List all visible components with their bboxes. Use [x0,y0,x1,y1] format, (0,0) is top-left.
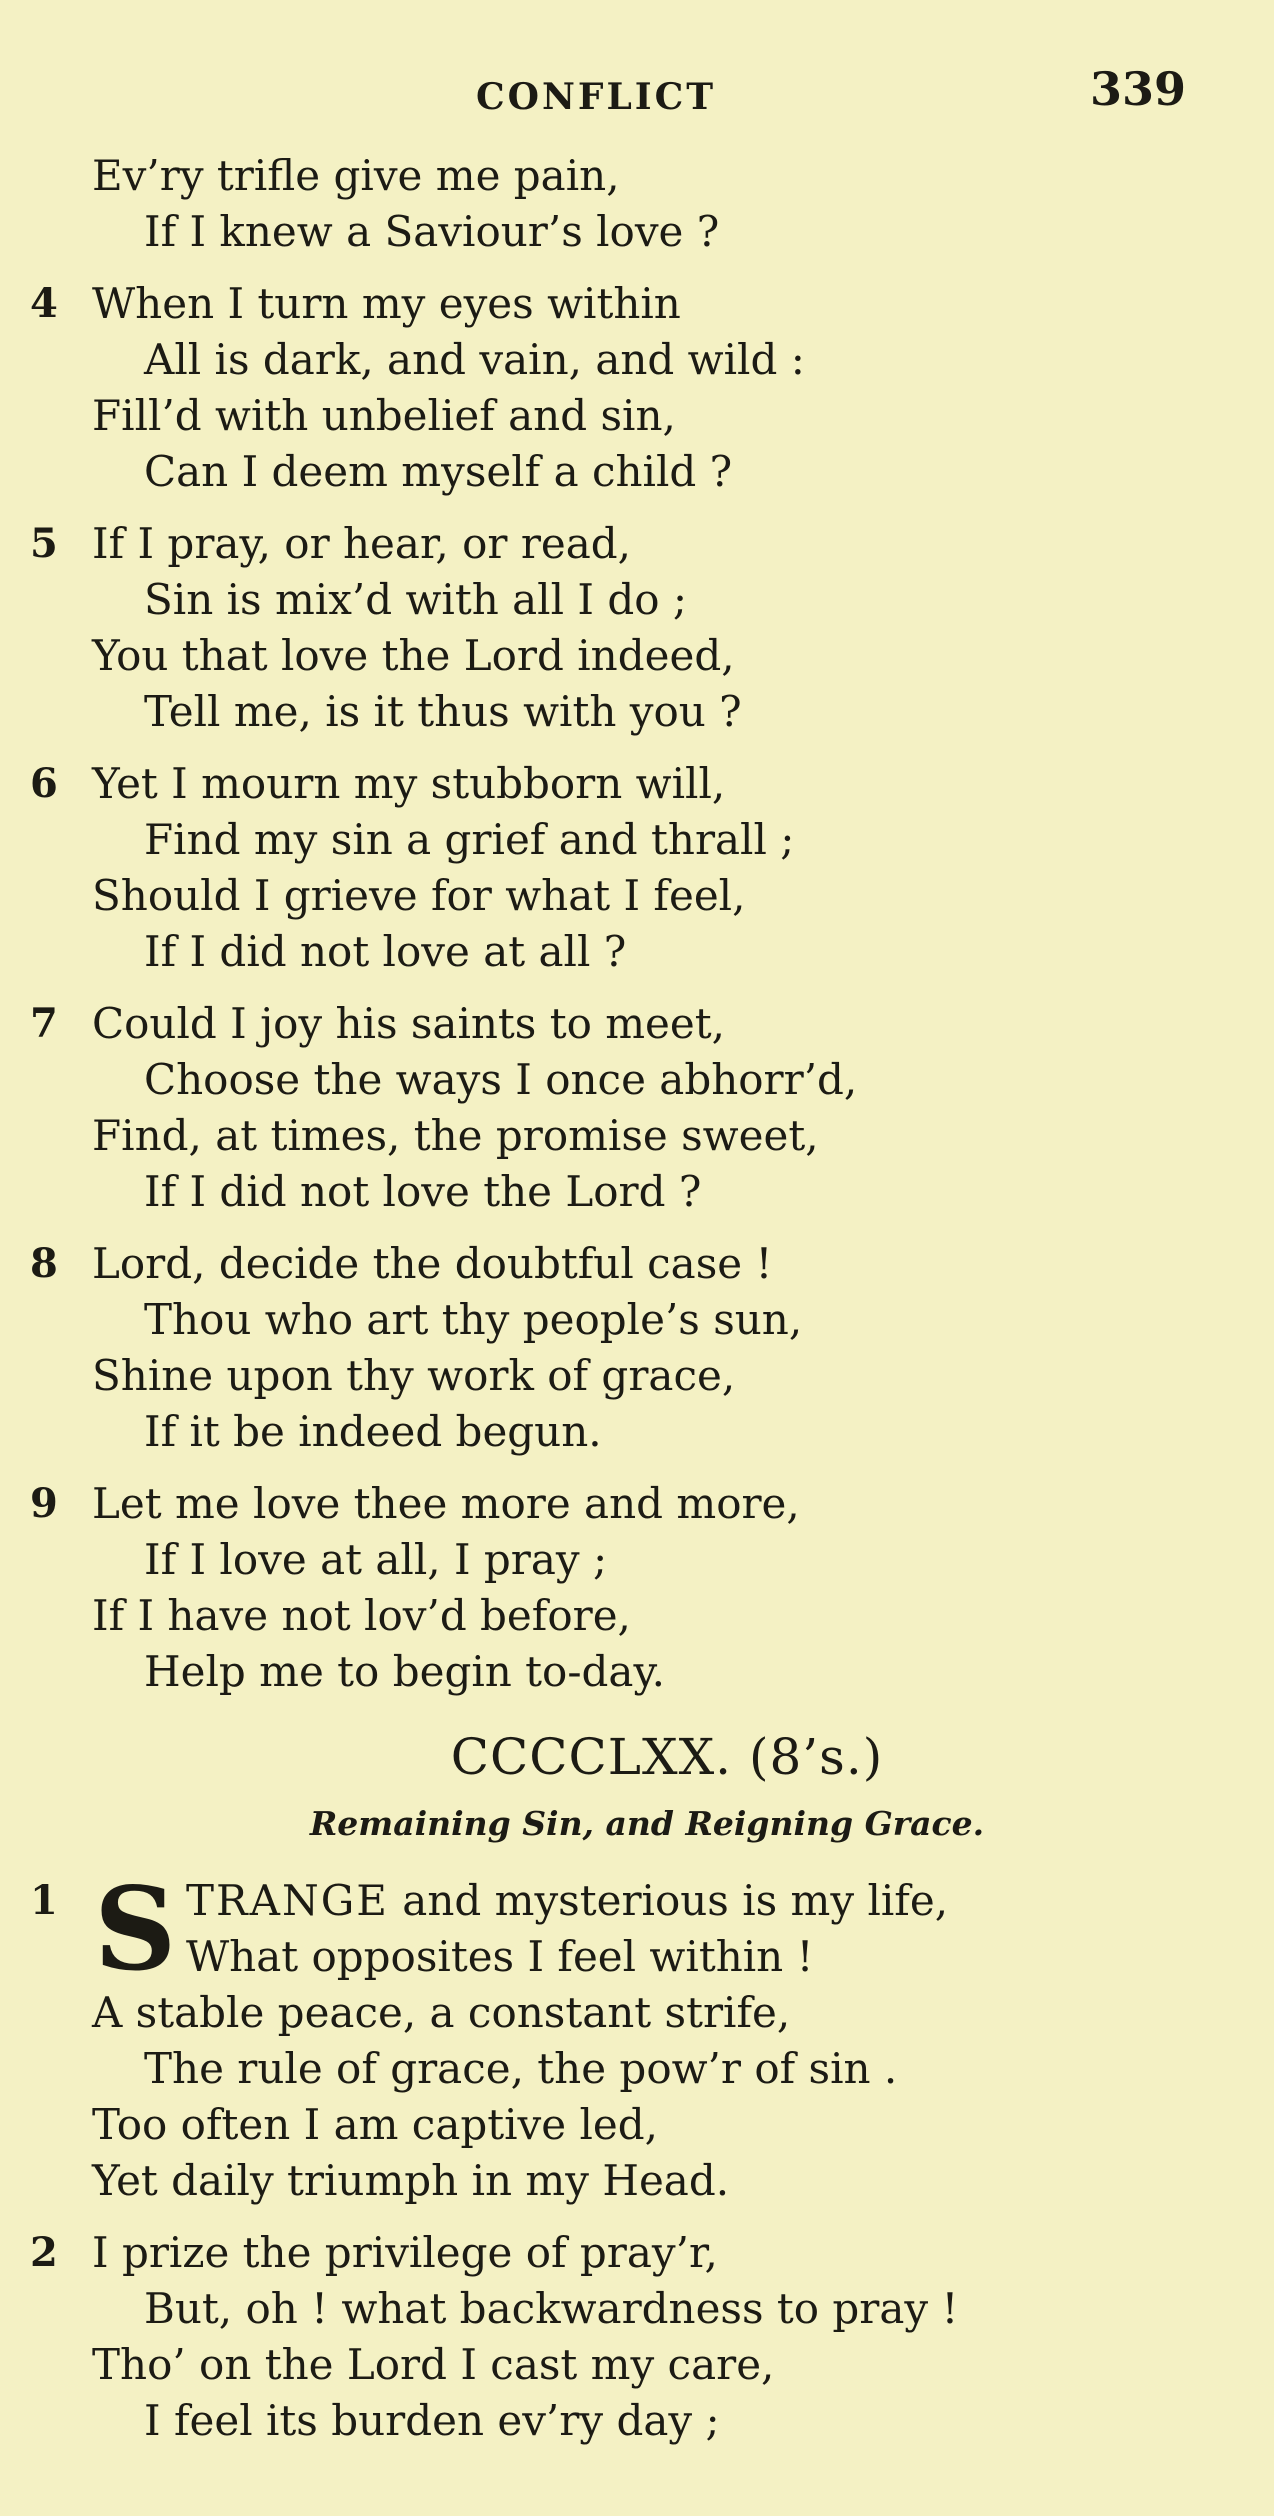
verse-line: Should I grieve for what I feel, [92,871,746,920]
verse-line-rest: and mysterious is my life, [388,1876,949,1925]
verse-line: Tho’ on the Lord I cast my care, [92,2340,775,2389]
stanza-4 [0,276,1274,500]
verse-line: Shine upon thy work of grace, [92,1351,736,1400]
verse-line: If I love at all, I pray ; [144,1535,608,1584]
verse-line: Find my sin a grief and thrall ; [144,815,795,864]
verse-line: Yet I mourn my stubborn will, [92,759,726,808]
stanza-number: 6 [30,760,58,807]
verse-line: Yet daily triumph in my Head. [92,2156,730,2205]
verse-line: If I knew a Saviour’s love ? [144,207,720,256]
page-content [0,148,1274,2465]
stanza-8 [0,1236,1274,1460]
verse-line: Sin is mix’d with all I do ; [144,575,688,624]
first-word: TRANGE [186,1876,389,1925]
verse-line [0,1873,1274,1929]
verse-line: Can I deem myself a child ? [144,447,733,496]
verse-line: Choose the ways I once abhorr’d, [144,1055,858,1104]
verse-line: But, oh ! what backwardness to pray ! [144,2284,959,2333]
verse-line: If I pray, or hear, or read, [92,519,632,568]
stanza-7 [0,996,1274,1220]
verse-line: I prize the privilege of pray’r, [92,2228,718,2277]
verse-line: If it be indeed begun. [144,1407,602,1456]
stanza-number: 4 [30,280,58,327]
verse-line: If I did not love at all ? [144,927,627,976]
verse-line: If I did not love the Lord ? [144,1167,702,1216]
stanza-9 [0,1476,1274,1700]
verse-line: Lord, decide the doubtful case ! [92,1239,773,1288]
stanza-2 [0,2225,1274,2449]
running-title: CONFLICT [476,76,717,118]
verse-line: Ev’ry trifle give me pain, [92,151,620,200]
stanza-number: 7 [30,1000,58,1047]
verse-line: A stable peace, a constant strife, [92,1988,791,2037]
stanza-1 [0,1862,1274,2209]
verse-line: The rule of grace, the pow’r of sin . [144,2044,898,2093]
stanza-number: 5 [30,520,58,567]
verse-line: I feel its burden ev’ry day ; [144,2396,720,2445]
verse-line: Help me to begin to-day. [144,1647,665,1696]
stanza-6 [0,756,1274,980]
verse-line: If I have not lov’d before, [92,1591,631,1640]
stanza-5 [0,516,1274,740]
verse-line: What opposites I feel within ! [186,1932,814,1981]
page-number: 339 [1090,62,1187,116]
stanza-number: 9 [30,1480,58,1527]
verse-line: Too often I am captive led, [92,2100,659,2149]
verse-line: You that love the Lord indeed, [92,631,735,680]
stanza-continued [0,148,1274,260]
verse-line: Tell me, is it thus with you ? [144,687,742,736]
verse-line: Find, at times, the promise sweet, [92,1111,819,1160]
page-header [0,62,1274,130]
hymn-title: CCCCLXX. (8’s.) [450,1728,884,1786]
stanza-number: 2 [30,2229,58,2276]
verse-line: Let me love thee more and more, [92,1479,800,1528]
verse-line: Fill’d with unbelief and sin, [92,391,676,440]
verse-line: Thou who art thy people’s sun, [144,1295,803,1344]
verse-line: All is dark, and vain, and wild : [144,335,805,384]
drop-cap: S [94,1862,177,1996]
verse-line: When I turn my eyes within [92,279,681,328]
hymn-subtitle: Remaining Sin, and Reigning Grace. [309,1804,985,1843]
stanza-number: 8 [30,1240,58,1287]
stanza-number: 1 [30,1877,58,1924]
verse-line: Could I joy his saints to meet, [92,999,725,1048]
